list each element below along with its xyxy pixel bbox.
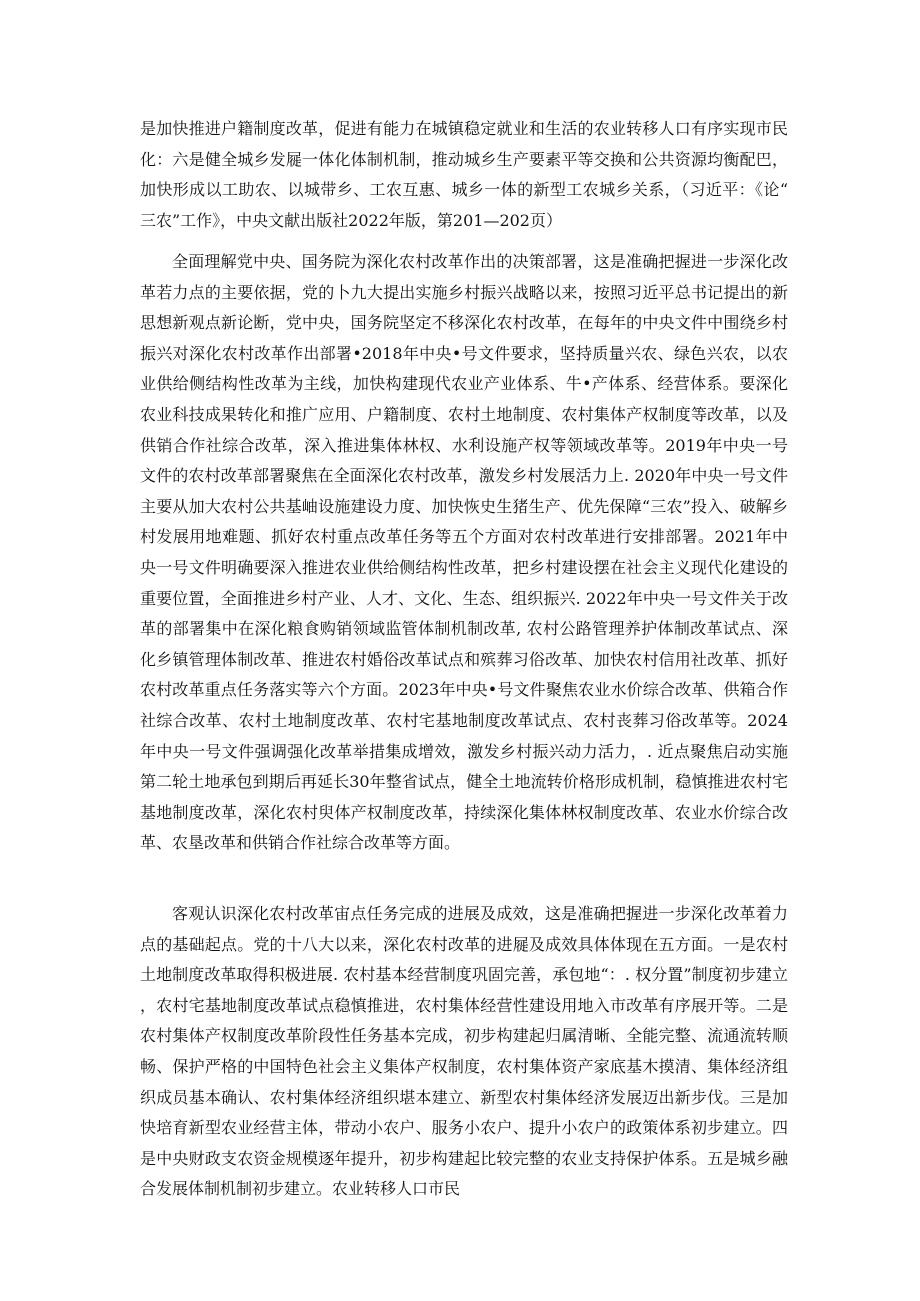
paragraph-reform-progress: 客观认识深化农村改革宙点任务完成的进展及成效，这是准确把握进一步深化改革着力点的基础起点。党的十八大以来，深化农村改革的进屣及成效具体体现在五方面。一是农村土地制度改革取得积极进展. 农村基本经营制度巩固完善，承包地“：. 权分置”制度初步建立，农村宅基地制度改革试点稳慎推进，农村集体经营性建设用地入市改革有序展开等。二是农村集体产权制度改革阶段性任务基本完成，初步构建起归属清晰、全能完整、流通流转顺畅、保护严格的中国特色社会主义集体产权制度，农村集体资产家底基木摸清、集体经济组织成员基本确认、农村集体经济组织堪本建立、新型农村集体经济发展迈出新步伐。三是加快培育新型农业经营主体，带动小农户、服务小农户、提升小农户的政策体系初步建立。四是中央财政支农资金规模逐年提升，初步构建起比较完整的农业支持保护体系。五是城乡融合发展体制机制初步建立。农业转移人口市民 [140, 904, 788, 1199]
paragraph-central-documents: 全面理解党中央、国务院为深化农村改革作出的决策部署，这是准确把握进一步深化改革若力点的主要依据，党的卜九大提出实施乡村振兴战略以来，按照习近平总书记提出的新思想新观点新论断，党中央，国务院坚定不移深化农村改革，在每年的中央文件中围绕乡村振兴对深化农村改革作出部署•2018年中央•号文件要求，坚持质量兴农、绿色兴农，以农业供给侧结构性改革为主线，加快构建现代农业产业体系、牛•产体系、经营体系。要深化农业科技成果转化和推广应用、户籍制度、农村土地制度、农村集体产权制度等改革，以及供销合作社综合改革，深入推进集体林权、水利设施产权等领域改革等。2019年中央一号文件的农村改革部署聚焦在全面深化农村改革，激发乡村发展活力上. 2020年中央一号文件主要从加大农村公共基岫设施建设力度、加快恢史生猪生产、优先保障“三农”投入、破解乡村发展用地难题、抓好农村重点改革任务等五个方面对农村改革进行安排部署。2021年中央一号文件明确要深入推进农业供给侧结构性改革，把乡村建设摆在社会主义现代化建设的重要位置，全面推进乡村产业、人才、文化、生态、组织振兴. 2022年中央一号文件关于改革的部署集中在深化粮食购销领域监管体制机制改革, 农村公路管理养护体制改革试点、深化乡镇管理体制改革、推进农村婚俗改革试点和殡葬习俗改革、加快农村信用社改革、抓好农村改革重点任务落实等六个方面。2023年中央•号文件聚焦农业水价综合改革、供箱合作社综合改革、农村土地制度改革、农村宅基地制度改革试点、农村丧葬习俗改革等。2024年中央一号文件强调强化改革举措集成增效，激发乡村振兴动力活力，. 近点聚焦启动实施第二轮土地承包到期后再延长30年整省试点，健全土地流转价格形成机制，稳慎推进农村宅基地制度改革，深化农村臾体产权制度改革，持续深化集体林权制度改革、农业水价综合改革、农垦改革和供销合作社综合改革等方面。 [140, 252, 788, 853]
paragraph-continuation: 是加快推进户籍制度改革，促进有能力在城镇稳定就业和生活的农业转移人口有序实现市民化：六是健全城乡发屣一体化体制机制，推动城乡生产要素平等交换和公共资源均衡配巴，加快形成以工助农、以城带乡、工农互惠、城乡一体的新型工农城乡关系，（习近平：《论“三农”工作》，中央文献出版社2022年版，第201—202页） [140, 119, 788, 230]
